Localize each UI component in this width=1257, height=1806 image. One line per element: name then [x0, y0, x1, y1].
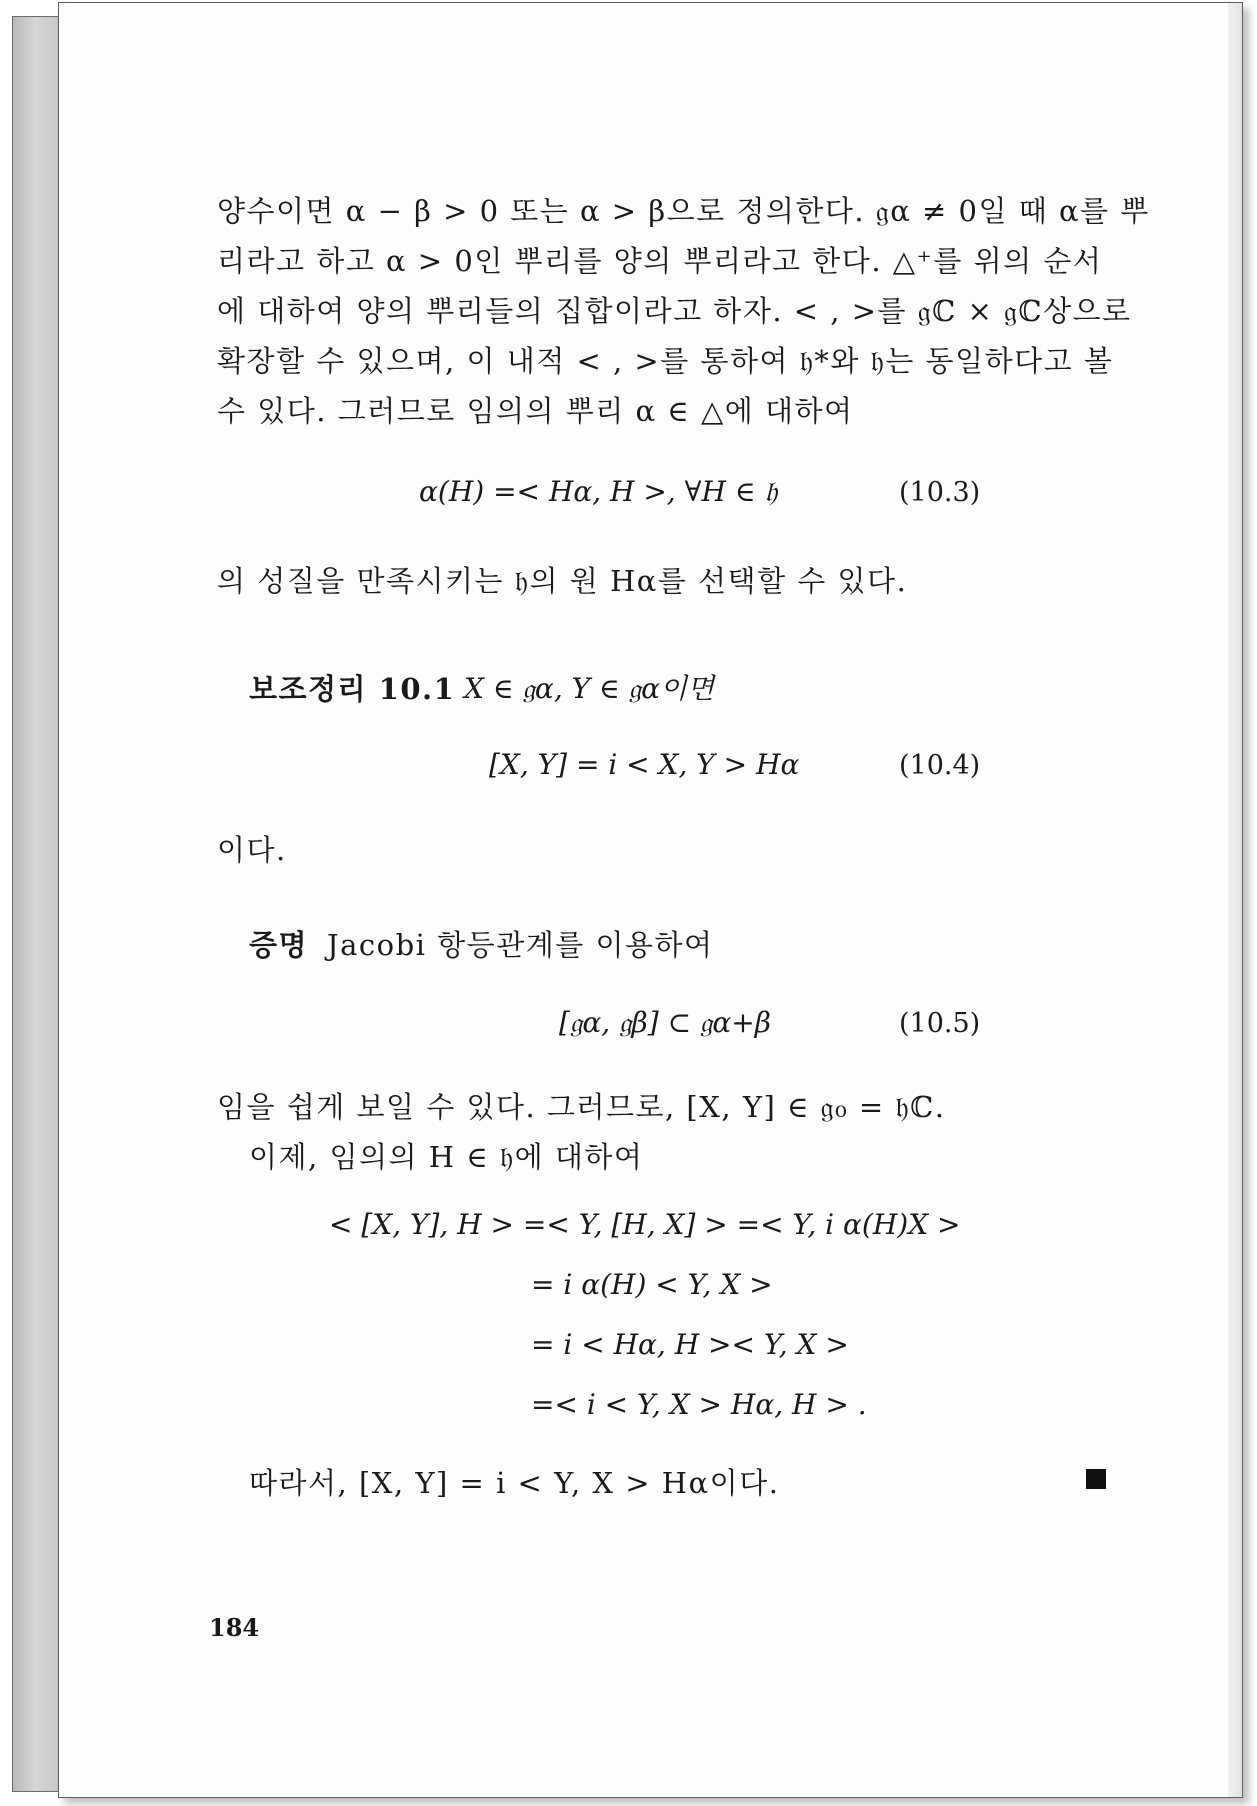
lemma-statement: X ∈ 𝔤α, Y ∈ 𝔤α이면 [464, 672, 715, 705]
proof-intro: Jacobi 항등관계를 이용하여 [327, 928, 714, 962]
equation-10-5: [𝔤α, 𝔤β] ⊂ 𝔤α+β [559, 1006, 771, 1039]
proof-label: 증명 [249, 928, 309, 962]
paragraph-line-3: 에 대하여 양의 뿌리들의 집합이라고 하자. < , >를 𝔤ℂ × 𝔤ℂ상으로 [217, 294, 1132, 328]
lemma-label: 보조정리 10.1 [249, 672, 456, 706]
derivation-line-4: =< i < Y, X > Hα, H > . [531, 1388, 867, 1421]
derivation-line-3: = i < Hα, H >< Y, X > [531, 1328, 849, 1361]
derivation-line-1: < [X, Y], H > =< Y, [H, X] > =< Y, i α(H)X > [329, 1208, 961, 1241]
qed-square-icon [1086, 1469, 1106, 1489]
paragraph-after-eq1: 의 성질을 만족시키는 𝔥의 원 Hα를 선택할 수 있다. [217, 564, 908, 598]
paragraph-after-eq2: 이다. [217, 833, 287, 867]
equation-number-10-5: (10.5) [899, 1008, 981, 1039]
book-spine [12, 16, 64, 1792]
equation-10-3: α(H) =< Hα, H >, ∀H ∈ 𝔥 [419, 475, 778, 508]
page-edge [1228, 3, 1242, 1797]
conclusion: 따라서, [X, Y] = i < Y, X > Hα이다. [249, 1466, 780, 1500]
paragraph-line-4: 확장할 수 있으며, 이 내적 < , >를 통하여 𝔥*와 𝔥는 동일하다고 볼 [217, 344, 1114, 378]
equation-10-4: [X, Y] = i < X, Y > Hα [489, 748, 800, 781]
equation-number-10-4: (10.4) [899, 750, 981, 781]
page-number: 184 [209, 1613, 260, 1642]
equation-number-10-3: (10.3) [899, 477, 981, 508]
paragraph-line-1: 양수이면 α − β > 0 또는 α > β으로 정의한다. 𝔤α ≠ 0일 때 α를 뿌 [217, 194, 1150, 228]
derivation-line-2: = i α(H) < Y, X > [531, 1268, 773, 1301]
paragraph-after-eq3: 임을 쉽게 보일 수 있다. 그러므로, [X, Y] ∈ 𝔤₀ = 𝔥ℂ. [217, 1090, 946, 1124]
paragraph-now: 이제, 임의의 H ∈ 𝔥에 대하여 [249, 1140, 644, 1174]
paragraph-line-5: 수 있다. 그러므로 임의의 뿌리 α ∈ △에 대하여 [217, 394, 854, 428]
paragraph-line-2: 리라고 하고 α > 0인 뿌리를 양의 뿌리라고 한다. △⁺를 위의 순서 [217, 244, 1103, 278]
book-page [58, 2, 1243, 1798]
